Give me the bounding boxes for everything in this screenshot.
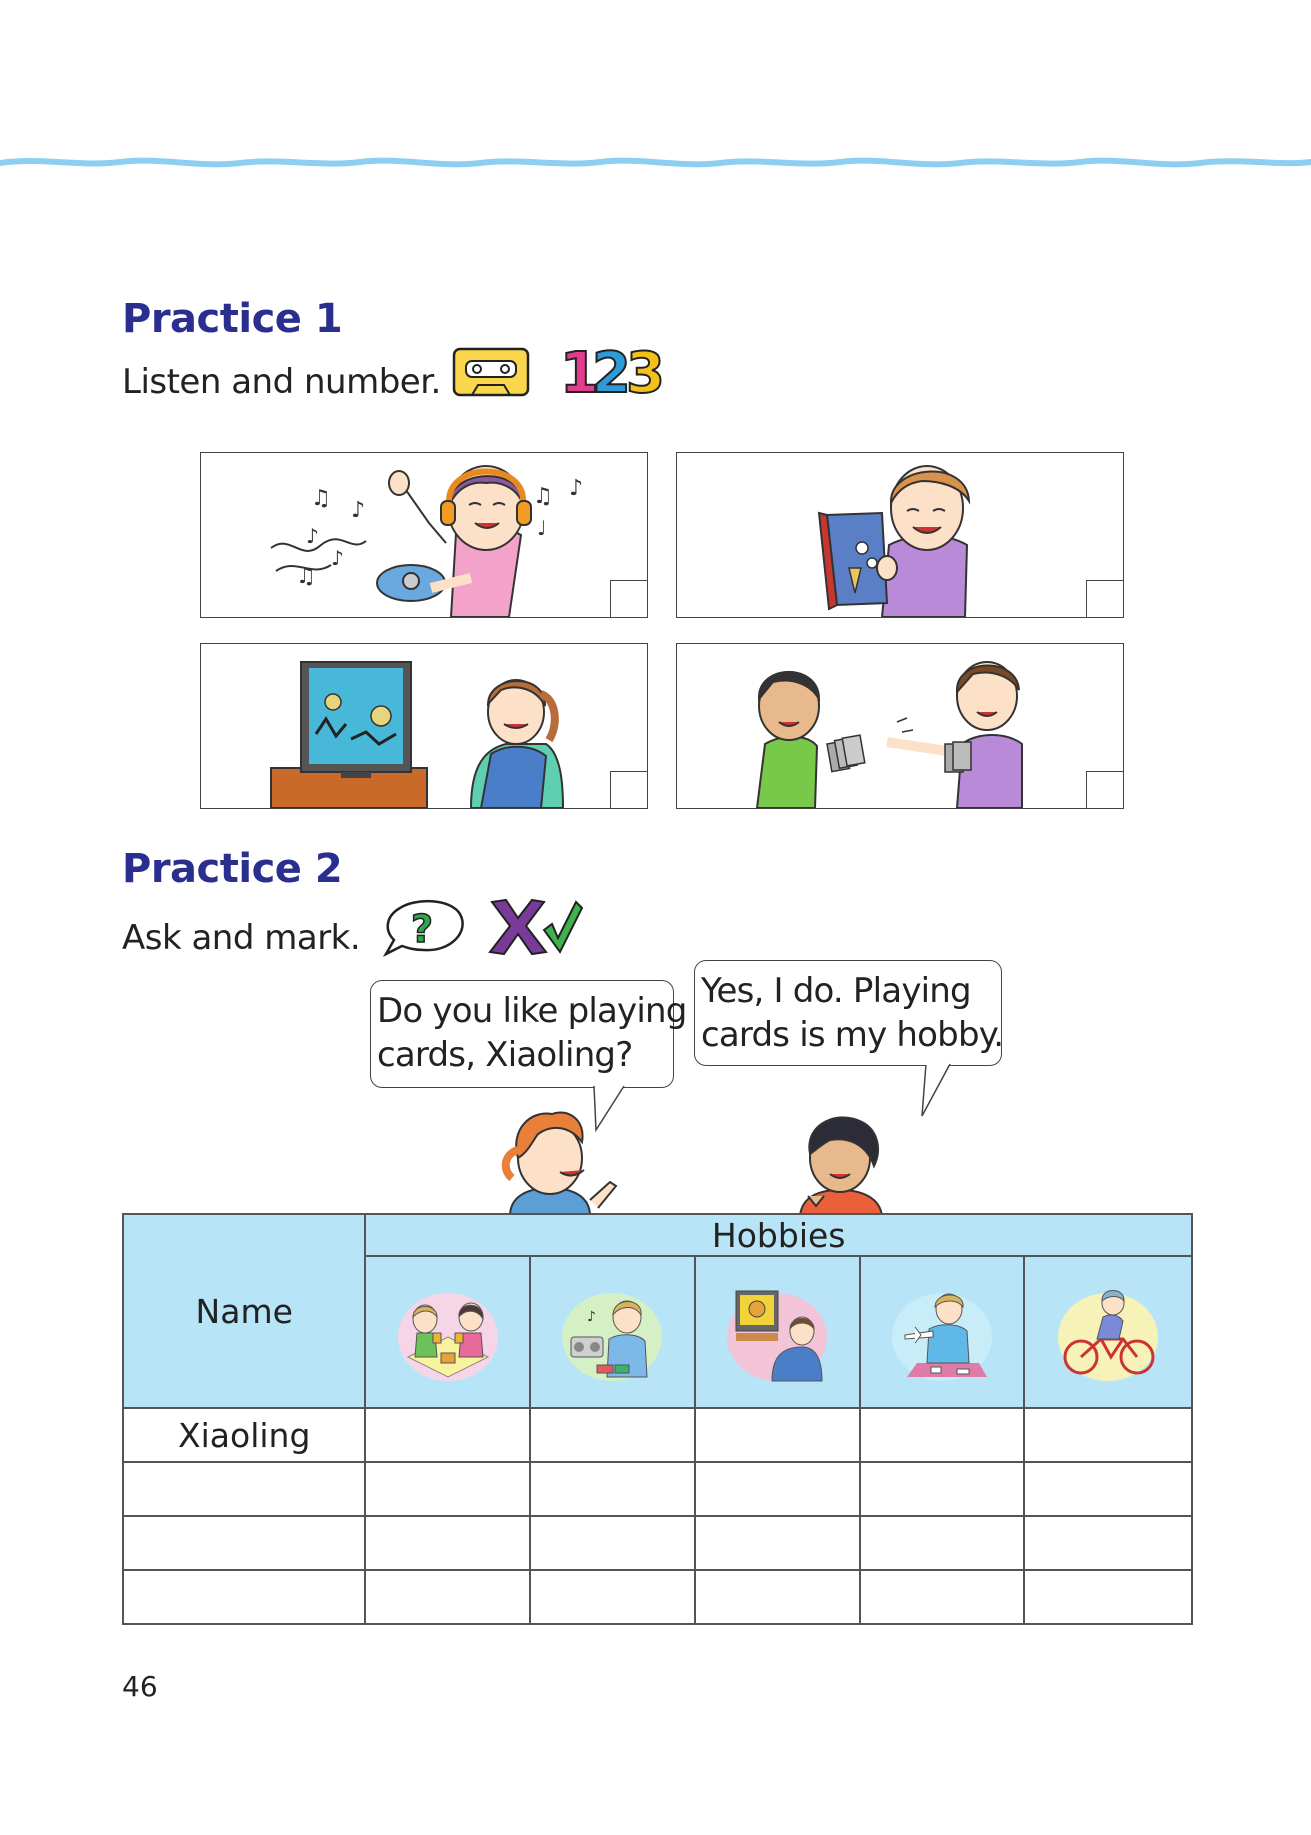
table-row: [123, 1516, 1192, 1570]
svg-text:♫: ♫: [296, 564, 316, 589]
mark-cell[interactable]: [860, 1408, 1025, 1462]
svg-text:1: 1: [560, 341, 599, 400]
riding-bike-icon: [1053, 1277, 1163, 1387]
svg-text:♪: ♪: [569, 476, 584, 501]
mark-cell[interactable]: [1024, 1516, 1192, 1570]
question-line-2: cards, Xiaoling?: [377, 1035, 633, 1075]
practice-1-instruction: Listen and number.: [122, 362, 441, 402]
mark-cell[interactable]: [530, 1570, 695, 1624]
row-name-cell[interactable]: [123, 1570, 365, 1624]
table-row: [123, 1462, 1192, 1516]
picture-boy-reading-book: [676, 452, 1124, 618]
making-models-icon: [887, 1277, 997, 1387]
svg-text:♩: ♩: [537, 516, 547, 540]
row-name-cell: Xiaoling: [123, 1408, 365, 1462]
name-header: Name: [123, 1214, 365, 1408]
svg-text:3: 3: [626, 341, 665, 400]
row-name-cell[interactable]: [123, 1516, 365, 1570]
mark-cell[interactable]: [1024, 1408, 1192, 1462]
hobby-cell-music: [530, 1256, 695, 1408]
answer-line-2: cards is my hobby.: [701, 1015, 1004, 1055]
mark-cell[interactable]: [860, 1570, 1025, 1624]
picture-girl-watching-tv: [200, 643, 648, 809]
mark-cell[interactable]: [365, 1462, 530, 1516]
practice-2-instruction: Ask and mark.: [122, 918, 361, 958]
mark-cell[interactable]: [860, 1462, 1025, 1516]
hobby-cell-bike: [1024, 1256, 1192, 1408]
mark-cell[interactable]: [1024, 1570, 1192, 1624]
table-row: [123, 1408, 1192, 1462]
answer-box-4[interactable]: [1086, 771, 1123, 808]
mark-cell[interactable]: [365, 1570, 530, 1624]
row-name-cell[interactable]: [123, 1462, 365, 1516]
answer-line-1: Yes, I do. Playing: [701, 971, 971, 1011]
svg-text:?: ?: [411, 907, 434, 951]
question-speech-bubble: [370, 980, 687, 1088]
table-row: [123, 1570, 1192, 1624]
question-bubble-icon: [380, 898, 466, 960]
svg-text:♫: ♫: [533, 484, 553, 509]
practice-1-heading: Practice 1: [122, 296, 343, 342]
mark-cell[interactable]: [530, 1516, 695, 1570]
numbers-123-icon: [558, 340, 666, 400]
listening-music-icon: [557, 1277, 667, 1387]
kids-illustration: [490, 1100, 930, 1216]
mark-cell[interactable]: [695, 1516, 860, 1570]
hobby-cell-cards: [365, 1256, 530, 1408]
cross-check-icon: [488, 896, 584, 958]
hobby-cell-models: [860, 1256, 1025, 1408]
practice-2-heading: Practice 2: [122, 846, 343, 892]
page-number: 46: [122, 1670, 158, 1703]
svg-text:♪: ♪: [306, 524, 319, 548]
svg-text:♪: ♪: [587, 1309, 597, 1325]
svg-text:♫: ♫: [311, 486, 331, 511]
mark-cell[interactable]: [695, 1408, 860, 1462]
mark-cell[interactable]: [530, 1408, 695, 1462]
mark-cell[interactable]: [365, 1516, 530, 1570]
mark-cell[interactable]: [530, 1462, 695, 1516]
cassette-tape-icon: [452, 347, 530, 397]
mark-cell[interactable]: [695, 1462, 860, 1516]
answer-box-2[interactable]: [1086, 580, 1123, 617]
hobby-cell-tv: [695, 1256, 860, 1408]
mark-cell[interactable]: [365, 1408, 530, 1462]
watching-tv-icon: [722, 1277, 832, 1387]
mark-cell[interactable]: [695, 1570, 860, 1624]
picture-boys-playing-cards: [676, 643, 1124, 809]
playing-cards-icon: [393, 1277, 503, 1387]
picture-girl-listening-music: [200, 452, 648, 618]
mark-cell[interactable]: [1024, 1462, 1192, 1516]
answer-box-1[interactable]: [610, 580, 647, 617]
svg-text:♪: ♪: [351, 498, 366, 523]
top-wave-decoration: [0, 148, 1311, 174]
answer-box-3[interactable]: [610, 771, 647, 808]
mark-cell[interactable]: [860, 1516, 1025, 1570]
hobbies-table: [122, 1213, 1193, 1625]
hobbies-header: Hobbies: [365, 1214, 1192, 1256]
svg-text:2: 2: [592, 341, 631, 400]
answer-speech-bubble: [694, 960, 1002, 1066]
svg-text:♪: ♪: [331, 546, 344, 570]
question-line-1: Do you like playing: [377, 991, 687, 1031]
